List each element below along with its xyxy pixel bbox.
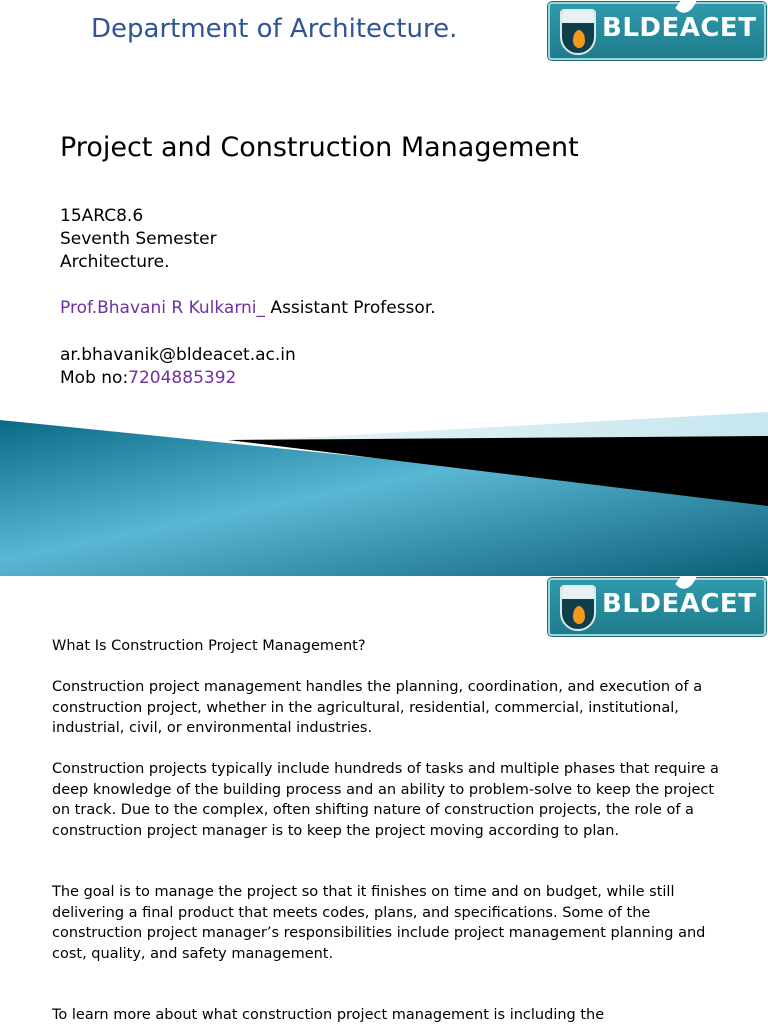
professor-line: [60, 298, 436, 318]
department-heading: Department of Architecture.: [91, 14, 458, 44]
slide-title: Project and Construction Management: [60, 132, 579, 163]
section-heading: What Is Construction Project Management?: [52, 638, 366, 654]
course-code: 15ARC8.6: [60, 206, 144, 226]
mobile-label: Mob no:: [60, 368, 129, 388]
paragraph: Construction projects typically include hundreds of tasks and multiple phases that require a deep knowledge of the building process and an ability to problem-solve to keep the project on track. Due to the complex, often shifting nature of construction projects, the role of a construction project manager is to keep the project moving according to plan.: [52, 761, 719, 839]
paragraph: The goal is to manage the project so that it finishes on time and on budget, while still delivering a final product that meets codes, plans, and specifications. Some of the construction project manager’s responsibilities include project management planning and cost, quality, and safety management.: [52, 884, 706, 962]
professor-role: Assistant Professor.: [265, 298, 436, 318]
logo-text: BLDEACET: [602, 589, 757, 619]
email: ar.bhavanik@bldeacet.ac.in: [60, 345, 296, 365]
logo-text: BLDEACET: [602, 13, 757, 43]
content-slide: [0, 576, 768, 1024]
mobile-number: 7204885392: [128, 368, 237, 388]
banner-light-strip: [260, 412, 768, 440]
mobile-line: [60, 368, 236, 388]
professor-name: Prof.Bhavani R Kulkarni_: [60, 298, 266, 318]
paragraph: Construction project management handles the planning, coordination, and execution of a construction project, whether in the agricultural, residential, commercial, institutional, industrial, civil, or environmental industries.: [52, 679, 703, 736]
paragraph: To learn more about what construction project management is including the: [52, 1007, 605, 1023]
crest-icon: [560, 9, 596, 55]
crest-icon: [560, 585, 596, 631]
semester: Seventh Semester: [60, 229, 217, 249]
bldeacet-logo: [548, 578, 766, 636]
decorative-banner: [0, 412, 768, 576]
program: Architecture.: [60, 252, 170, 272]
bldeacet-logo: [548, 2, 766, 60]
